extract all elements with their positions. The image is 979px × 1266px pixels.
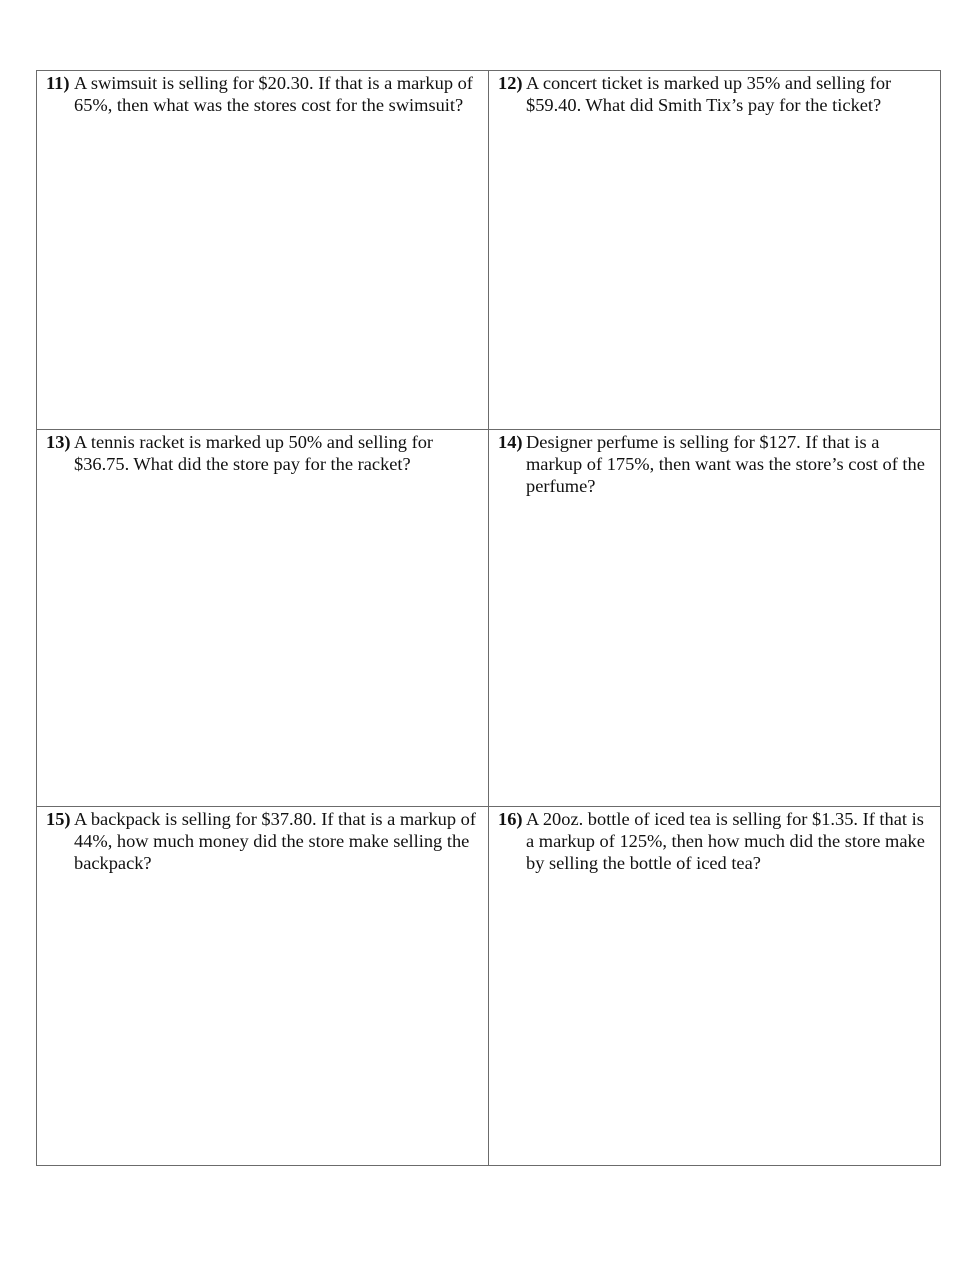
problem-cell-11 bbox=[37, 71, 489, 430]
problem-cell-12 bbox=[489, 71, 940, 430]
problem-text: A 20oz. bottle of iced tea is selling for $1.35. If that is a markup of 125%, then how much did the store make by selling the bottle of iced tea? bbox=[526, 809, 925, 873]
problem-number: 15) bbox=[46, 809, 71, 829]
problem-text: Designer perfume is selling for $127. If that is a markup of 175%, then want was the store’s cost of the perfume? bbox=[526, 432, 925, 496]
problem-number: 12) bbox=[498, 73, 523, 93]
problem-14 bbox=[498, 431, 932, 497]
problem-text: A backpack is selling for $37.80. If that is a markup of 44%, how much money did the store make selling the backpack? bbox=[74, 809, 476, 873]
problem-15 bbox=[46, 808, 480, 874]
problem-16 bbox=[498, 808, 932, 874]
problem-number: 16) bbox=[498, 809, 523, 829]
problem-cell-15 bbox=[37, 807, 489, 1165]
problem-number: 11) bbox=[46, 73, 70, 93]
problem-cell-14 bbox=[489, 430, 940, 807]
problem-cell-13 bbox=[37, 430, 489, 807]
problem-number: 13) bbox=[46, 432, 71, 452]
problem-11 bbox=[46, 72, 480, 116]
problem-13 bbox=[46, 431, 480, 475]
problem-text: A swimsuit is selling for $20.30. If that is a markup of 65%, then what was the stores cost for the swimsuit? bbox=[74, 73, 473, 115]
problem-text: A tennis racket is marked up 50% and selling for $36.75. What did the store pay for the racket? bbox=[74, 432, 434, 474]
problem-text: A concert ticket is marked up 35% and selling for $59.40. What did Smith Tix’s pay for the ticket? bbox=[526, 73, 892, 115]
worksheet-table bbox=[36, 70, 941, 1166]
problem-12 bbox=[498, 72, 932, 116]
problem-cell-16 bbox=[489, 807, 940, 1165]
problem-number: 14) bbox=[498, 432, 523, 452]
